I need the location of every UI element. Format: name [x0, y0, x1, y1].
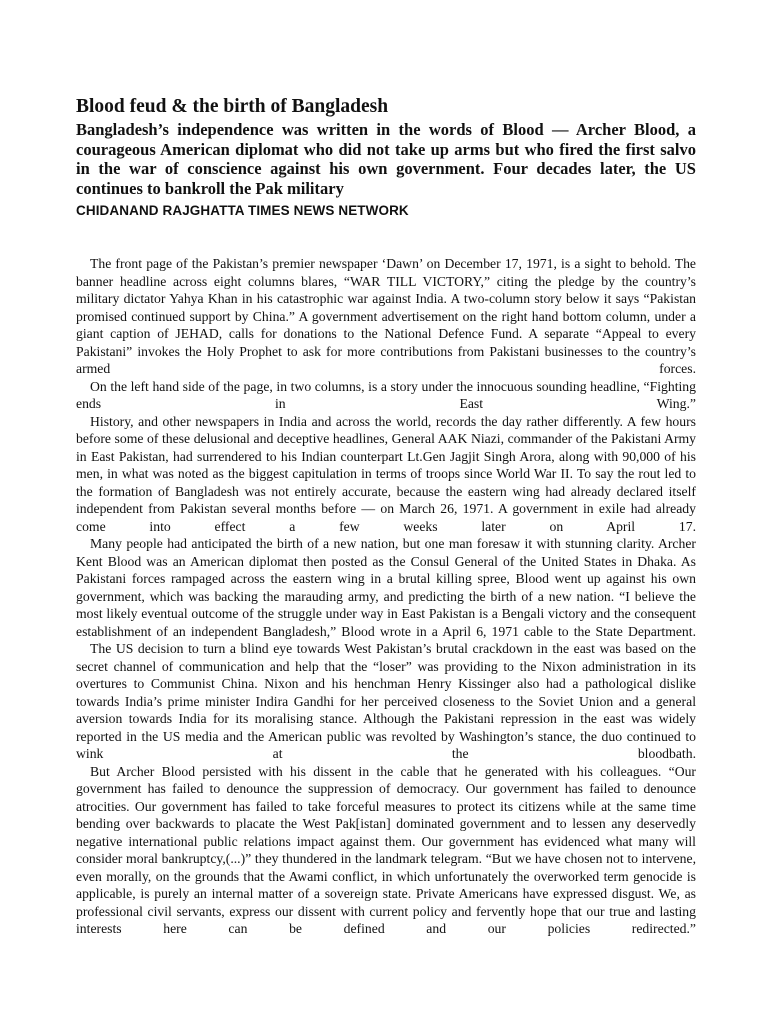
- body-paragraph: The front page of the Pakistan’s premier newspaper ‘Dawn’ on December 17, 1971, is a sight to behold. The banner headline across eight columns blares, “WAR TILL VICTORY,” citing the pledge by the country’s military dictator Yahya Khan in his catastrophic war against India. A two-column story below it says “Pakistan promised continued support by China.” A government advertisement on the right hand bottom column, under a giant caption of JEHAD, calls for donations to the National Defence Fund. A separate “Appeal to every Pakistani” invokes the Holy Prophet to ask for more contributions from Pakistani businesses to the country’s armed forces.: [76, 256, 696, 376]
- article-headline: Blood feud & the birth of Bangladesh: [76, 96, 389, 117]
- body-paragraph: On the left hand side of the page, in two columns, is a story under the innocuous sounding headline, “Fighting ends in East Wing.”: [76, 378, 696, 411]
- body-paragraph: The US decision to turn a blind eye towards West Pakistan’s brutal crackdown in the east was based on the secret channel of communication and help that the “loser” was providing to the Nixon administration in its overtures to Communist China. Nixon and his henchman Henry Kissinger also had a pathological dislike towards India’s prime minister Indira Gandhi for her perceived closeness to the Soviet Union and a general aversion towards India for its moralising stance. Although the Pakistani repression in the east was widely reported in the US media and the American public was revolted by Washington’s stance, the duo continued to wink at the bloodbath.: [76, 641, 696, 761]
- body-paragraph: History, and other newspapers in India and across the world, records the day rather differently. A few hours before some of these delusional and deceptive headlines, General AAK Niazi, commander of the Pakistani Army in East Pakistan, had surrendered to his Indian counterpart Lt.Gen Jagjit Singh Arora, along with 90,000 of his men, in what was noted as the biggest capitulation in terms of troops since World War II. To say the rout led to the formation of Bangladesh was not entirely accurate, because the eastern wing had already declared itself independent from Pakistan several months before — on March 26, 1971. A government in exile had already come into effect a few weeks later on April 17.: [76, 413, 696, 534]
- article-body: [76, 255, 696, 938]
- body-paragraph: But Archer Blood persisted with his dissent in the cable that he generated with his colleagues. “Our government has failed to denounce the suppression of democracy. Our government has failed to denounce atrocities. Our government has failed to take forceful measures to protect its citizens while at the same time bending over backwards to placate the West Pak[istan] dominated government and to lessen any deservedly negative international public relations impact against them. Our government has evidenced what many will consider moral bankruptcy,(...)” they thundered in the landmark telegram. “But we have chosen not to intervene, even morally, on the grounds that the Awami conflict, in which unfortunately the overworked term genocide is applicable, is purely an internal matter of a sovereign state. Private Americans have expressed disgust. We, as professional civil servants, express our dissent with current policy and fervently hope that our true and lasting interests here can be defined and our policies redirected.”: [76, 763, 696, 936]
- body-paragraph: Many people had anticipated the birth of a new nation, but one man foresaw it with stunning clarity. Archer Kent Blood was an American diplomat then posted as the Consul General of the United States in Dhaka. As Pakistani forces rampaged across the eastern wing in a brutal killing spree, Blood went up against his own government, which was backing the marauding army, and predicting the birth of a new nation. “I believe the most likely eventual outcome of the struggle under way in East Pakistan is a Bengali victory and the consequent establishment of an independent Bangladesh,” Blood wrote in a April 6, 1971 cable to the State Department.: [76, 536, 696, 639]
- article-byline: CHIDANAND RAJGHATTA TIMES NEWS NETWORK: [76, 203, 409, 218]
- article-deck: Bangladesh’s independence was written in the words of Blood — Archer Blood, a courageous American diplomat who did not take up arms but who fired the first salvo in the war of conscience against his own government. Four decades later, the US continues to bankroll the Pak military: [76, 120, 696, 198]
